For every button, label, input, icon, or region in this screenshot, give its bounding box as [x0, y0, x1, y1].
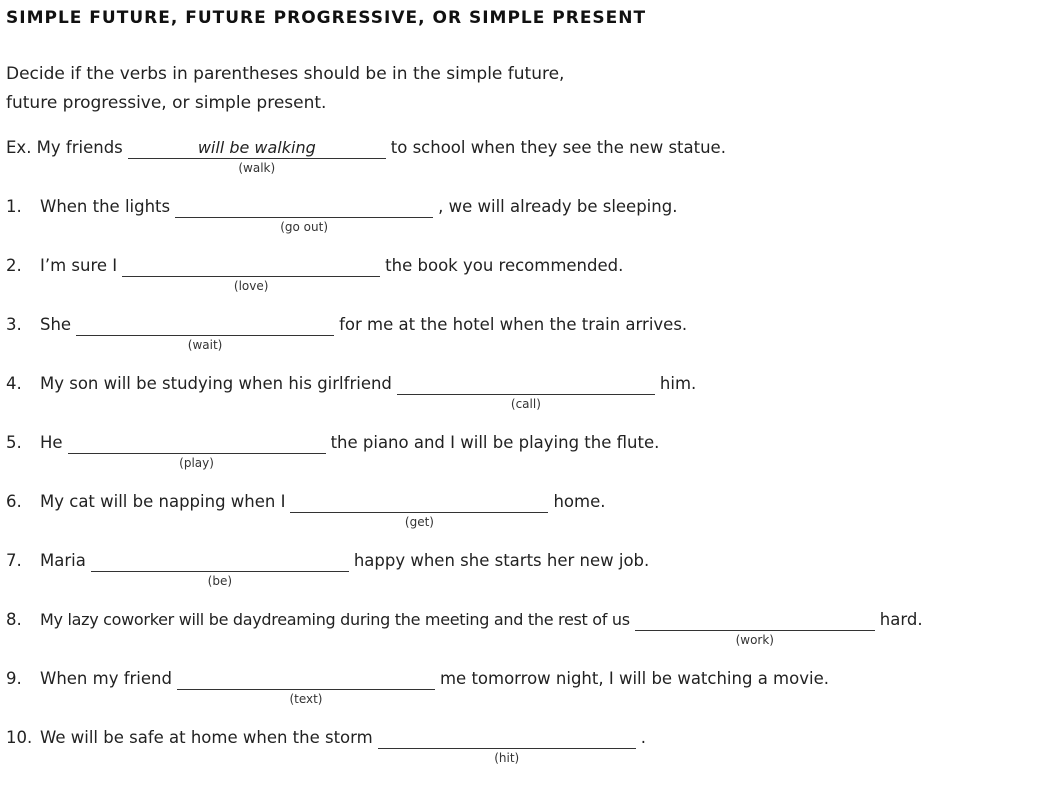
exercise-item-1: [6, 197, 1046, 237]
item-number: 7.: [6, 551, 22, 570]
exercise-item-4: [6, 374, 1046, 414]
exercise-item-8: [6, 610, 1046, 650]
item-after-text: happy when she starts her new job.: [353, 551, 650, 570]
item-before-text: She: [40, 315, 72, 334]
item-before-text: My cat will be napping when I: [40, 492, 286, 511]
example-hint: (walk): [238, 161, 276, 175]
verb-hint: (love): [233, 279, 269, 293]
exercise-item-3: [6, 315, 1046, 355]
item-after-text: hard.: [879, 610, 923, 629]
item-before-text: I’m sure I: [40, 256, 118, 275]
verb-hint: (play): [179, 456, 214, 470]
answer-blank[interactable]: [290, 492, 548, 529]
example-row: [6, 138, 1046, 178]
item-number: 10.: [6, 728, 33, 747]
item-before-text: Maria: [40, 551, 86, 570]
answer-blank[interactable]: [91, 551, 349, 588]
exercise-item-10: [6, 728, 1046, 768]
exercise-item-5: [6, 433, 1046, 473]
item-before-text: When the lights: [40, 197, 171, 216]
item-number: 9.: [6, 669, 22, 688]
answer-blank[interactable]: [635, 610, 875, 647]
item-number: 2.: [6, 256, 22, 275]
answer-blank[interactable]: [76, 315, 334, 352]
verb-hint: (be): [207, 574, 233, 588]
verb-hint: (work): [735, 633, 774, 647]
instructions: [6, 60, 706, 118]
item-before-text: He: [40, 433, 63, 452]
item-number: 1.: [6, 197, 22, 216]
instructions-line-1: Decide if the verbs in parentheses should be in the simple future,: [6, 64, 565, 84]
item-before-text: When my friend: [40, 669, 172, 688]
example-answer: will be walking: [197, 138, 316, 157]
exercise-item-9: [6, 669, 1046, 709]
item-before-text: My son will be studying when his girlfriend: [40, 374, 392, 393]
item-after-text: the piano and I will be playing the flute.: [330, 433, 660, 452]
exercise-item-6: [6, 492, 1046, 532]
verb-hint: (go out): [280, 220, 329, 234]
item-after-text: him.: [659, 374, 697, 393]
item-after-text: .: [640, 728, 646, 747]
item-after-text: home.: [553, 492, 606, 511]
item-after-text: for me at the hotel when the train arrives.: [339, 315, 688, 334]
verb-hint: (text): [289, 692, 323, 706]
verb-hint: (get): [404, 515, 434, 529]
verb-hint: (wait): [187, 338, 223, 352]
example-answer-blank: [128, 138, 386, 175]
item-number: 3.: [6, 315, 22, 334]
verb-hint: (call): [510, 397, 541, 411]
answer-blank[interactable]: [122, 256, 380, 293]
exercise-item-7: [6, 551, 1046, 591]
answer-blank[interactable]: [378, 728, 636, 765]
answer-blank[interactable]: [175, 197, 433, 234]
answer-blank[interactable]: [177, 669, 435, 706]
item-number: 6.: [6, 492, 22, 511]
item-number: 8.: [6, 610, 22, 629]
item-after-text: me tomorrow night, I will be watching a movie.: [439, 669, 829, 688]
item-after-text: the book you recommended.: [385, 256, 624, 275]
exercise-item-2: [6, 256, 1046, 296]
item-after-text: , we will already be sleeping.: [438, 197, 678, 216]
example-label: Ex. My friends: [6, 138, 123, 157]
item-number: 4.: [6, 374, 22, 393]
worksheet-title: SIMPLE FUTURE, FUTURE PROGRESSIVE, OR SIMPLE PRESENT: [6, 8, 647, 28]
item-number: 5.: [6, 433, 22, 452]
item-before-text: We will be safe at home when the storm: [40, 728, 373, 747]
answer-blank[interactable]: [397, 374, 655, 411]
item-before-text: My lazy coworker will be daydreaming during the meeting and the rest of us: [40, 610, 630, 629]
verb-hint: (hit): [494, 751, 520, 765]
example-after-text: to school when they see the new statue.: [390, 138, 726, 157]
answer-blank[interactable]: [68, 433, 326, 470]
instructions-line-2: future progressive, or simple present.: [6, 93, 327, 113]
